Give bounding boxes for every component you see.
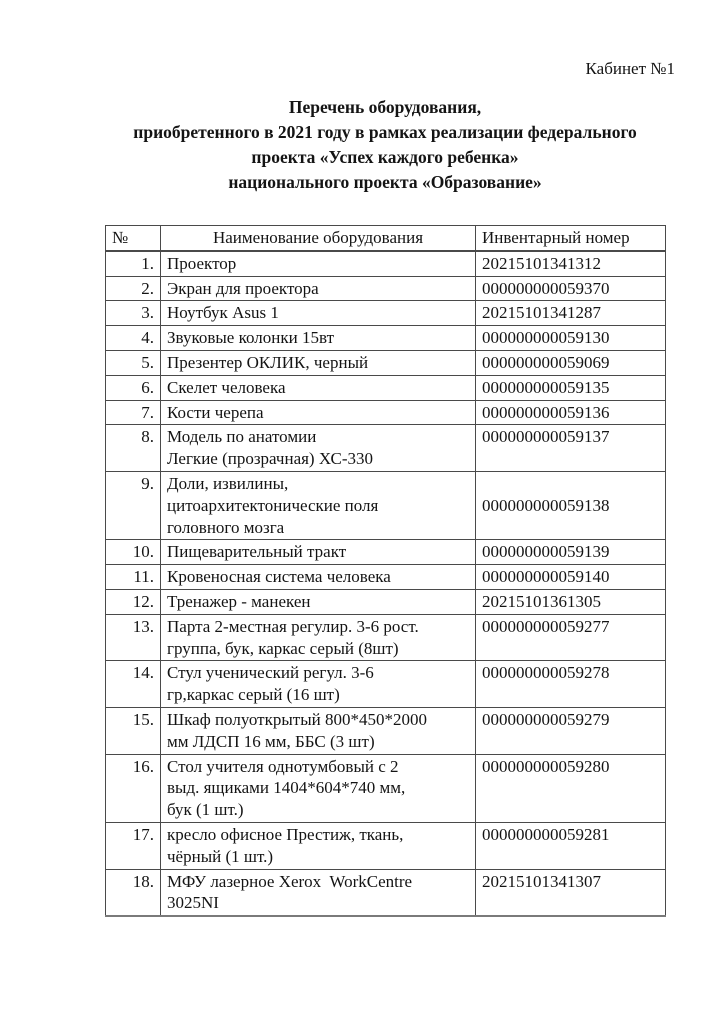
name-line: группа, бук, каркас серый (8шт): [167, 638, 399, 658]
table-row: [106, 251, 666, 276]
name-line: бук (1 шт.): [167, 800, 244, 820]
cell-number: 11.: [106, 565, 161, 590]
cell-number: 1.: [106, 251, 161, 276]
cell-inventory-number: 20215101361305: [476, 589, 666, 614]
cell-name: [161, 565, 476, 590]
title-line: приобретенного в 2021 году в рамках реализации федерального: [133, 122, 637, 142]
cell-number: 3.: [106, 301, 161, 326]
cell-number: 17.: [106, 822, 161, 869]
cell-number: 6.: [106, 375, 161, 400]
cell-inventory-number: 000000000059140: [476, 565, 666, 590]
cell-name: [161, 707, 476, 754]
name-line: Тренажер - манекен: [167, 591, 311, 611]
column-header-name: Наименование оборудования: [161, 226, 476, 251]
cell-name: [161, 301, 476, 326]
name-line: гр,каркас серый (16 шт): [167, 685, 340, 705]
cell-inventory-number: 000000000059278: [476, 661, 666, 708]
cell-number: 15.: [106, 707, 161, 754]
name-line: 3025NI: [167, 893, 219, 913]
column-header-inventory: Инвентарный номер: [476, 226, 666, 251]
cell-inventory-number: 20215101341312: [476, 251, 666, 276]
cell-name: [161, 754, 476, 822]
column-header-number: №: [106, 226, 161, 251]
title-line: Перечень оборудования,: [288, 97, 482, 117]
name-line: мм ЛДСП 16 мм, ББС (3 шт): [167, 731, 375, 751]
cell-name: [161, 869, 476, 916]
cell-inventory-number: 000000000059280: [476, 754, 666, 822]
table-row: [106, 326, 666, 351]
cell-name: [161, 471, 476, 539]
cell-number: 2.: [106, 276, 161, 301]
table-header-row: [106, 226, 666, 251]
cell-name: [161, 589, 476, 614]
cell-name: [161, 822, 476, 869]
name-line: Кровеносная система человека: [167, 567, 391, 587]
name-line: МФУ лазерное Xerox WorkCentre: [167, 871, 413, 891]
table-row: [106, 400, 666, 425]
name-line: Кости черепа: [167, 402, 264, 422]
name-line: Стул ученический регул. 3-6: [167, 663, 374, 683]
name-line: Ноутбук Asus 1: [167, 303, 279, 323]
cell-inventory-number: 000000000059136: [476, 400, 666, 425]
cabinet-label: Кабинет №1: [585, 59, 675, 78]
cell-name: [161, 540, 476, 565]
name-line: кресло офисное Престиж, ткань,: [167, 824, 404, 844]
cell-number: 8.: [106, 425, 161, 472]
cell-inventory-number: 000000000059279: [476, 707, 666, 754]
table-row: [106, 276, 666, 301]
name-line: цитоархитектонические поля: [167, 495, 379, 515]
table-row: [106, 754, 666, 822]
name-line: выд. ящиками 1404*604*740 мм,: [167, 778, 406, 798]
name-line: Экран для проектора: [167, 278, 319, 298]
cell-inventory-number: 000000000059137: [476, 425, 666, 472]
cell-number: 10.: [106, 540, 161, 565]
table-row: [106, 375, 666, 400]
table-row: [106, 822, 666, 869]
name-line: Презентер ОКЛИК, черный: [167, 352, 369, 372]
cell-inventory-number: 000000000059130: [476, 326, 666, 351]
name-line: Звуковые колонки 15вт: [167, 328, 334, 348]
cell-number: 12.: [106, 589, 161, 614]
table-row: [106, 471, 666, 539]
cell-number: 5.: [106, 350, 161, 375]
cell-name: [161, 425, 476, 472]
name-line: Пищеварительный тракт: [167, 542, 347, 562]
cell-inventory-number: 000000000059370: [476, 276, 666, 301]
cell-name: [161, 326, 476, 351]
cell-inventory-number: 000000000059277: [476, 614, 666, 661]
cell-inventory-number: 000000000059135: [476, 375, 666, 400]
cell-number: 14.: [106, 661, 161, 708]
table-row: [106, 540, 666, 565]
name-line: чёрный (1 шт.): [167, 846, 274, 866]
table-row: [106, 425, 666, 472]
cell-name: [161, 251, 476, 276]
name-line: Проектор: [167, 253, 237, 273]
name-line: Шкаф полуоткрытый 800*450*2000: [167, 709, 427, 729]
cell-name: [161, 375, 476, 400]
title-line: проекта «Успех каждого ребенка»: [251, 147, 519, 167]
table-row: [106, 565, 666, 590]
name-line: Легкие (прозрачная) ХС-330: [167, 449, 373, 469]
name-line: Скелет человека: [167, 377, 286, 397]
cell-number: 7.: [106, 400, 161, 425]
cell-inventory-number: 20215101341307: [476, 869, 666, 916]
cell-inventory-number: 000000000059138: [476, 471, 666, 539]
name-line: Парта 2-местная регулир. 3-6 рост.: [167, 616, 419, 636]
cell-number: 13.: [106, 614, 161, 661]
cell-number: 4.: [106, 326, 161, 351]
table-row: [106, 869, 666, 916]
cell-name: [161, 276, 476, 301]
cell-number: 18.: [106, 869, 161, 916]
cell-number: 16.: [106, 754, 161, 822]
name-line: Стол учителя однотумбовый с 2: [167, 756, 399, 776]
table-row: [106, 661, 666, 708]
equipment-table: [105, 225, 666, 917]
cell-name: [161, 661, 476, 708]
title-line: национального проекта «Образование»: [228, 172, 542, 192]
table-row: [106, 614, 666, 661]
name-line: Модель по анатомии: [167, 427, 317, 447]
table-row: [106, 301, 666, 326]
table-row: [106, 589, 666, 614]
table-row: [106, 707, 666, 754]
cell-inventory-number: 000000000059069: [476, 350, 666, 375]
name-line: Доли, извилины,: [167, 473, 289, 493]
table-row: [106, 350, 666, 375]
cell-number: 9.: [106, 471, 161, 539]
page-title: [105, 95, 665, 195]
cell-name: [161, 350, 476, 375]
cell-name: [161, 400, 476, 425]
cell-inventory-number: 000000000059139: [476, 540, 666, 565]
cell-inventory-number: 000000000059281: [476, 822, 666, 869]
name-line: головного мозга: [167, 517, 285, 537]
cell-name: [161, 614, 476, 661]
cell-inventory-number: 20215101341287: [476, 301, 666, 326]
